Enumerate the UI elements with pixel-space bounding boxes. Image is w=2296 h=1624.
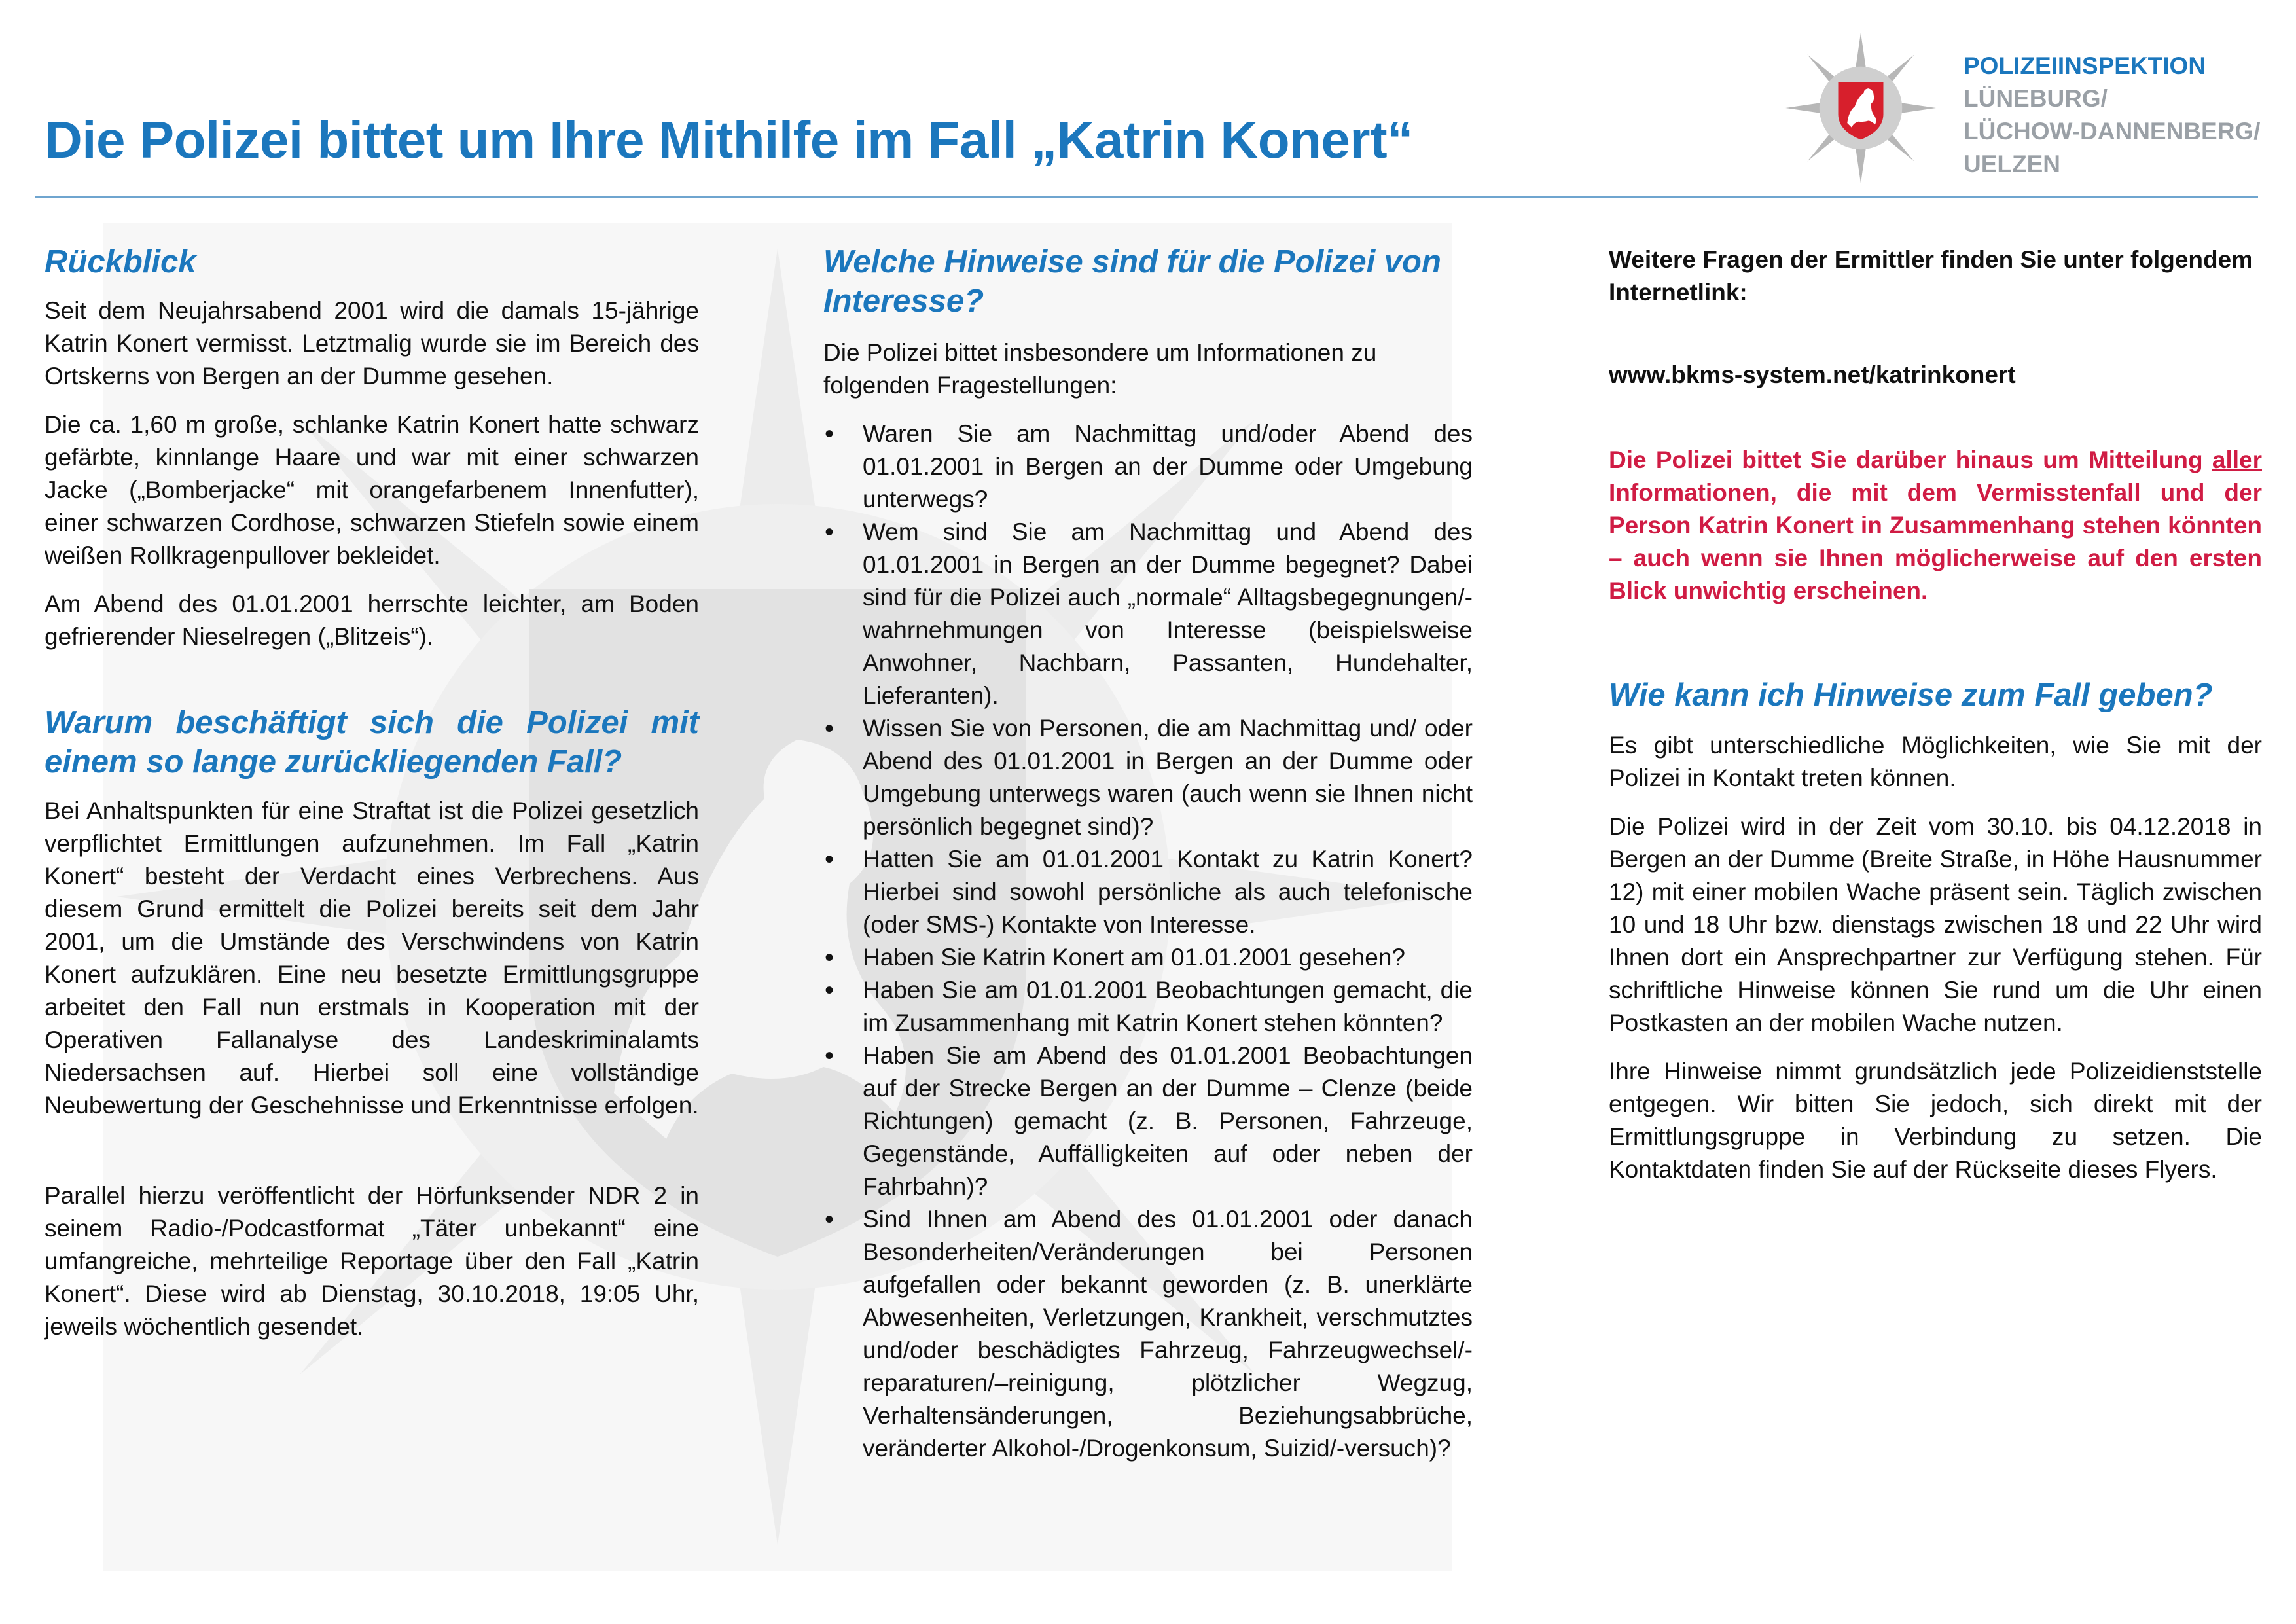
paragraph-ndr-podcast: Parallel hierzu veröffentlicht der Hörfunksender NDR 2 in seinem Radio-/Podcastformat „Täter unbekannt“ eine umfangreiche, mehrteilige Reportage über den Fall „Katrin Konert“. Diese wird ab Dienstag, 30.10.2018, 19:05 Uhr, jeweils wöchentlich gesendet. — [45, 1182, 699, 1340]
question-item: • Hatten Sie am 01.01.2001 Kontakt zu Katrin Konert? Hierbei sind sowohl persönliche als auch telefonische (oder SMS-) Kontakte von Interesse. — [823, 843, 1473, 941]
question-item: • Wem sind Sie am Nachmittag und Abend des 01.01.2001 in Bergen an der Dumme begegnet? Dabei sind für die Polizei auch „normale“ Alltagsbegegnungen/-wahrnehmungen von Interesse (beispielsweise Anwohner, Nachbarn, Passanten, Hundehalter, Lieferanten). — [823, 516, 1473, 712]
heading-why-old-case: Warum beschäftigt sich die Polizei mit einem so lange zurückliegenden Fall? — [45, 705, 699, 780]
heading-how-to-report: Wie kann ich Hinweise zum Fall geben? — [1609, 677, 2213, 713]
police-star-logo-icon — [1785, 33, 1936, 183]
paragraph-description: Die ca. 1,60 m große, schlanke Katrin Konert hatte schwarz gefärbte, kinnlange Haare und war mit einer schwarzen Jacke („Bomberjacke“ mit orangefarbenem Innenfutter), einer schwarzen Cordhose, schwarzen Stiefeln sowie einem weißen Rollkragenpullover bekleidet. — [45, 411, 699, 569]
more-questions-text: Weitere Fragen der Ermittler finden Sie unter folgendem Internetlink: — [1609, 246, 2253, 306]
paragraph-any-station: Ihre Hinweise nimmt grundsätzlich jede Polizeidienststelle entgegen. Wir bitten Sie jedoch, sich direkt mit der Ermittlungsgruppe in Verbindung zu setzen. Die Kontaktdaten finden Sie auf der Rückseite dieses Flyers. — [1609, 1058, 2262, 1183]
question-item: • Waren Sie am Nachmittag und/oder Abend des 01.01.2001 in Bergen an der Dumme oder Umgebung unterwegs? — [823, 418, 1473, 516]
question-list — [823, 418, 1473, 1465]
agency-line-4: UELZEN — [1964, 151, 2060, 177]
agency-line-2: LÜNEBURG/ — [1964, 85, 2108, 112]
question-item: • Wissen Sie von Personen, die am Nachmittag und/ oder Abend des 01.01.2001 in Bergen an der Dumme oder Umgebung unterwegs waren (auch wenn sie Ihnen nicht persönlich begegnet sind)? — [823, 712, 1473, 843]
question-item: • Haben Sie am 01.01.2001 Beobachtungen gemacht, die im Zusammenhang mit Katrin Konert stehen könnten? — [823, 974, 1473, 1039]
paragraph-contact-options: Es gibt unterschiedliche Möglichkeiten, wie Sie mit der Polizei in Kontakt treten können. — [1609, 732, 2262, 791]
column-3 — [1609, 242, 2262, 1202]
paragraph-investigation: Bei Anhaltspunkten für eine Straftat ist die Polizei gesetzlich verpflichtet Ermittlungen aufzunehmen. Im Fall „Katrin Konert“ besteht der Verdacht eines Verbrechens. Aus diesem Grund ermittelt die Polizei bereits seit dem Jahr 2001, um die Umstände des Verschwindens von Katrin Konert aufzuklären. Eine neu besetzte Ermittlungsgruppe arbeitet den Fall nun erstmals in Kooperation mit der Operativen Fallanalyse des Landeskriminalamts Niedersachsen auf. Hierbei soll eine vollständige Neubewertung der Geschehnisse und Erkenntnisse erfolgen. — [45, 797, 699, 1119]
agency-name — [1964, 50, 2261, 181]
appeal-all-information — [1609, 444, 2262, 607]
question-item: • Haben Sie Katrin Konert am 01.01.2001 gesehen? — [823, 941, 1473, 974]
paragraph-questions-intro: Die Polizei bittet insbesondere um Informationen zu folgenden Fragestellungen: — [823, 339, 1377, 399]
column-1 — [45, 242, 699, 1359]
agency-line-1: POLIZEIINSPEKTION — [1964, 52, 2206, 79]
appeal-text-end: Informationen, die mit dem Vermisstenfall und der Person Katrin Konert in Zusammenhang stehen könnten – auch wenn sie Ihnen möglicherweise auf den ersten Blick unwichtig erscheinen. — [1609, 479, 2262, 604]
paragraph-weather: Am Abend des 01.01.2001 herrschte leichter, am Boden gefrierender Nieselregen („Blitzeis“). — [45, 590, 699, 650]
questionnaire-link[interactable]: www.bkms-system.net/katrinkonert — [1609, 361, 2016, 388]
agency-line-3: LÜCHOW-DANNENBERG/ — [1964, 118, 2261, 145]
question-item: • Sind Ihnen am Abend des 01.01.2001 oder danach Besonderheiten/Veränderungen bei Personen aufgefallen oder bekannt geworden (z. B. unerklärte Abwesenheiten, Verletzungen, Krankheit, verschmutztes und/oder beschädigtes Fahrzeug, Fahrzeugwechsel/-reparaturen/–reinigung, plötzlicher Wegzug, Verhaltensänderungen, Beziehungsabbrüche, veränderter Alkohol-/Drogenkonsum, Suizid/-versuch)? — [823, 1203, 1473, 1465]
appeal-text-start: Die Polizei bittet Sie darüber hinaus um Mitteilung — [1609, 446, 2212, 473]
appeal-text-underlined: aller — [2212, 446, 2262, 473]
heading-relevant-hints: Welche Hinweise sind für die Polizei von Interesse? — [823, 244, 1441, 319]
header-divider — [35, 196, 2258, 198]
page-title: Die Polizei bittet um Ihre Mithilfe im Fall „Katrin Konert“ — [45, 111, 1413, 169]
question-item: • Haben Sie am Abend des 01.01.2001 Beobachtungen auf der Strecke Bergen an der Dumme – Clenze (beide Richtungen) gemacht (z. B. Personen, Fahrzeuge, Gegenstände, Auffälligkeiten auf oder neben der Fahrbahn)? — [823, 1039, 1473, 1203]
heading-rueckblick: Rückblick — [45, 244, 196, 280]
paragraph-mobile-station: Die Polizei wird in der Zeit vom 30.10. bis 04.12.2018 in Bergen an der Dumme (Breite Straße, in Höhe Hausnummer 12) mit einer mobilen Wache präsent sein. Täglich zwischen 10 und 18 Uhr bzw. dienstags zwischen 18 und 22 Uhr wird Ihnen dort ein Ansprechpartner zur Verfügung stehen. Für schriftliche Hinweise können Sie rund um die Uhr einen Postkasten an der mobilen Wache nutzen. — [1609, 813, 2262, 1036]
paragraph-disappearance: Seit dem Neujahrsabend 2001 wird die damals 15-jährige Katrin Konert vermisst. Letztmalig wurde sie im Bereich des Ortskerns von Bergen an der Dumme gesehen. — [45, 297, 699, 389]
column-2 — [823, 242, 1473, 1465]
